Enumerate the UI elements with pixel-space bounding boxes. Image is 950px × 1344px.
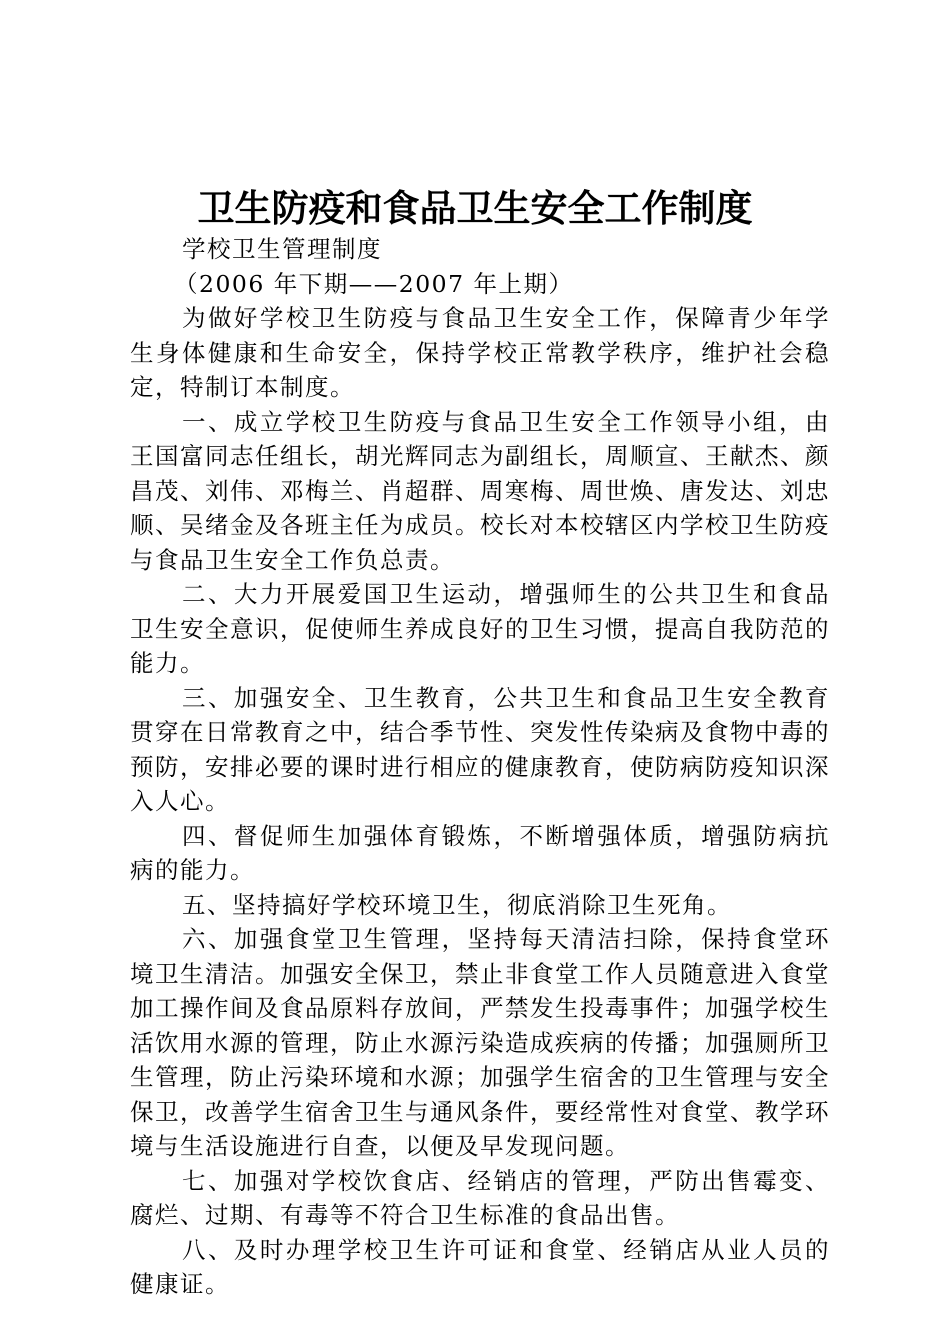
paragraph-item-1: 一、成立学校卫生防疫与食品卫生安全工作领导小组，由王国富同志任组长，胡光辉同志为副组长，周顺宣、王献杰、颜昌茂、刘伟、邓梅兰、肖超群、周寒梅、周世焕、唐发达、刘忠顺、吴绪金及各班主任为成员。校长对本校辖区内学校卫生防疫与食品卫生安全工作负总责。 xyxy=(130,407,830,574)
document-subtitle: 学校卫生管理制度 xyxy=(182,235,382,263)
document-period: （2006 年下期——2007 年上期） xyxy=(174,269,574,298)
paragraph-item-8: 八、及时办理学校卫生许可证和食堂、经销店从业人员的健康证。 xyxy=(130,1235,830,1298)
paragraph-item-3: 三、加强安全、卫生教育，公共卫生和食品卫生安全教育贯穿在日常教育之中，结合季节性、突发性传染病及食物中毒的预防，安排必要的课时进行相应的健康教育，使防病防疫知识深入人心。 xyxy=(130,683,830,815)
paragraph-item-2: 二、大力开展爱国卫生运动，增强师生的公共卫生和食品卫生安全意识，促使师生养成良好的卫生习惯，提高自我防范的能力。 xyxy=(130,580,830,677)
paragraph-item-6: 六、加强食堂卫生管理，坚持每天清洁扫除，保持食堂环境卫生清洁。加强安全保卫，禁止非食堂工作人员随意进入食堂加工操作间及食品原料存放间，严禁发生投毒事件；加强学校生活饮用水源的管理，防止水源污染造成疾病的传播；加强厕所卫生管理，防止污染环境和水源；加强学生宿舍的卫生管理与安全保卫，改善学生宿舍卫生与通风条件，要经常性对食堂、教学环境与生活设施进行自查，以便及早发现问题。 xyxy=(130,925,830,1160)
document-title: 卫生防疫和食品卫生安全工作制度 xyxy=(197,186,753,230)
paragraph-item-7: 七、加强对学校饮食店、经销店的管理，严防出售霉变、腐烂、过期、有毒等不符合卫生标准的食品出售。 xyxy=(130,1166,830,1229)
paragraph-item-5: 五、坚持搞好学校环境卫生，彻底消除卫生死角。 xyxy=(182,890,732,919)
document-body xyxy=(130,232,830,1302)
paragraph-item-4: 四、督促师生加强体育锻炼，不断增强体质，增强防病抗病的能力。 xyxy=(130,821,830,884)
paragraph-intro: 为做好学校卫生防疫与食品卫生安全工作，保障青少年学生身体健康和生命安全，保持学校正常教学秩序，维护社会稳定，特制订本制度。 xyxy=(130,304,830,401)
